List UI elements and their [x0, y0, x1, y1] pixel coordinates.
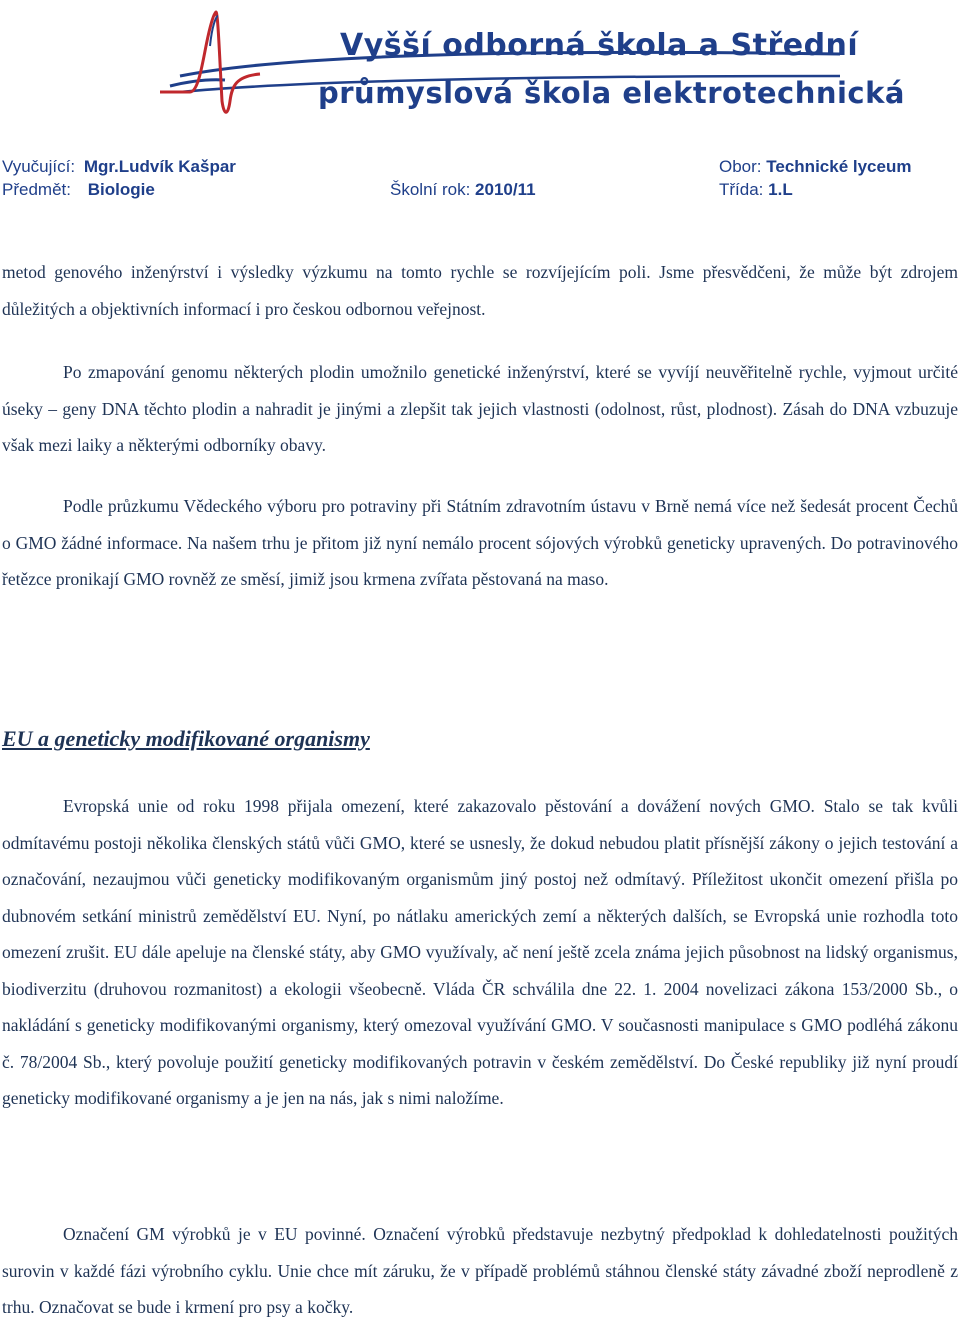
class-row — [719, 180, 793, 200]
field-row — [719, 157, 911, 177]
field-value: Technické lyceum — [766, 157, 912, 176]
paragraph-1 — [2, 254, 958, 327]
paragraph-2-text: Po zmapování genomu některých plodin umožnilo genetické inženýrství, které se vyvíjí neuvěřitelně rychle, vyjmout určité úseky – geny DNA těchto plodin a nahradit je jinými a zlepšit tak jejich vlastnosti (odolnost, růst, plodnost). Zásah do DNA vzbuzuje však mezi laiky a některými odborníky obavy. — [2, 362, 958, 455]
paragraph-3-text: Podle průzkumu Vědeckého výboru pro potraviny při Státním zdravotním ústavu v Brně nemá více než šedesát procent Čechů o GMO žádné informace. Na našem trhu je přitom již nyní nemálo procent sójových výrobků geneticky upravených. Do potravinového řetězce pronikají GMO rovněž ze směsí, jimiž jsou krmena zvířata pěstovaná na maso. — [2, 496, 958, 589]
subject-label: Předmět: — [2, 180, 71, 199]
teacher-label: Vyučující: — [2, 157, 76, 176]
paragraph-5-text: Označení GM výrobků je v EU povinné. Označení výrobků představuje nezbytný předpoklad k dohledatelnosti použitých surovin v každé fázi výrobního cyklu. Unie chce mít záruku, že v případě problémů stáhnou členské státy závadné zboží neprodleně z trhu. Označovat se bude i krmení pro psy a kočky. — [2, 1224, 958, 1317]
class-value: 1.L — [768, 180, 793, 199]
subject-row — [2, 180, 155, 200]
year-row — [390, 180, 536, 200]
year-label: Školní rok: — [390, 180, 471, 199]
paragraph-5 — [2, 1216, 958, 1326]
field-label: Obor: — [719, 157, 762, 176]
school-name-line1: Vyšší odborná škola a Střední — [340, 28, 859, 63]
section-heading: EU a geneticky modifikované organismy — [2, 726, 370, 751]
teacher-value: Mgr.Ludvík Kašpar — [83, 157, 236, 176]
year-value: 2010/11 — [475, 180, 536, 199]
paragraph-2 — [2, 354, 958, 464]
subject-value: Biologie — [87, 180, 155, 199]
paragraph-4-text: Evropská unie od roku 1998 přijala omezení, které zakazovalo pěstování a dovážení nových GMO. Stalo se tak kvůli odmítavému postoji několika členských států vůči GMO, které se usnesly, že dokud nebudou platit přísnější zákony o jejich testování a označování, nezaujmou vůči geneticky modifikovaným organismům jiný postoj než odmítavý. Příležitost ukončit omezení přišla po dubnovém setkání ministrů zemědělství EU. Nyní, po nátlaku amerických zemí a některých dalších, se Evropská unie rozhodla toto omezení zrušit. EU dále apeluje na členské státy, aby GMO využívaly, ač není ještě zcela známa jejich působnost na lidský organismus, biodiverzitu (druhovou rozmanitost) a ekologii všeobecně. Vláda ČR schválila dne 22. 1. 2004 novelizaci zákona 153/2000 Sb., o nakládání s geneticky modifikovanými organismy, který omezoval využívání GMO. V současnosti manipulace s GMO podléhá zákonu č. 78/2004 Sb., který povoluje použití geneticky modifikovaných potravin v českém zemědělství. Do České republiky již nyní proudí geneticky modifikované organismy a je jen na nás, jak s nimi naložíme. — [2, 796, 958, 1108]
paragraph-1-text: metod genového inženýrství i výsledky výzkumu na tomto rychle se rozvíjejícím poli. Jsme přesvědčeni, že může být zdrojem důležitých a objektivních informací i pro českou odbornou veřejnost. — [2, 262, 958, 319]
paragraph-3 — [2, 488, 958, 598]
teacher-row — [2, 157, 236, 177]
school-name-line2: průmyslová škola elektrotechnická — [318, 76, 905, 110]
paragraph-4 — [2, 788, 958, 1117]
class-label: Třída: — [719, 180, 764, 199]
